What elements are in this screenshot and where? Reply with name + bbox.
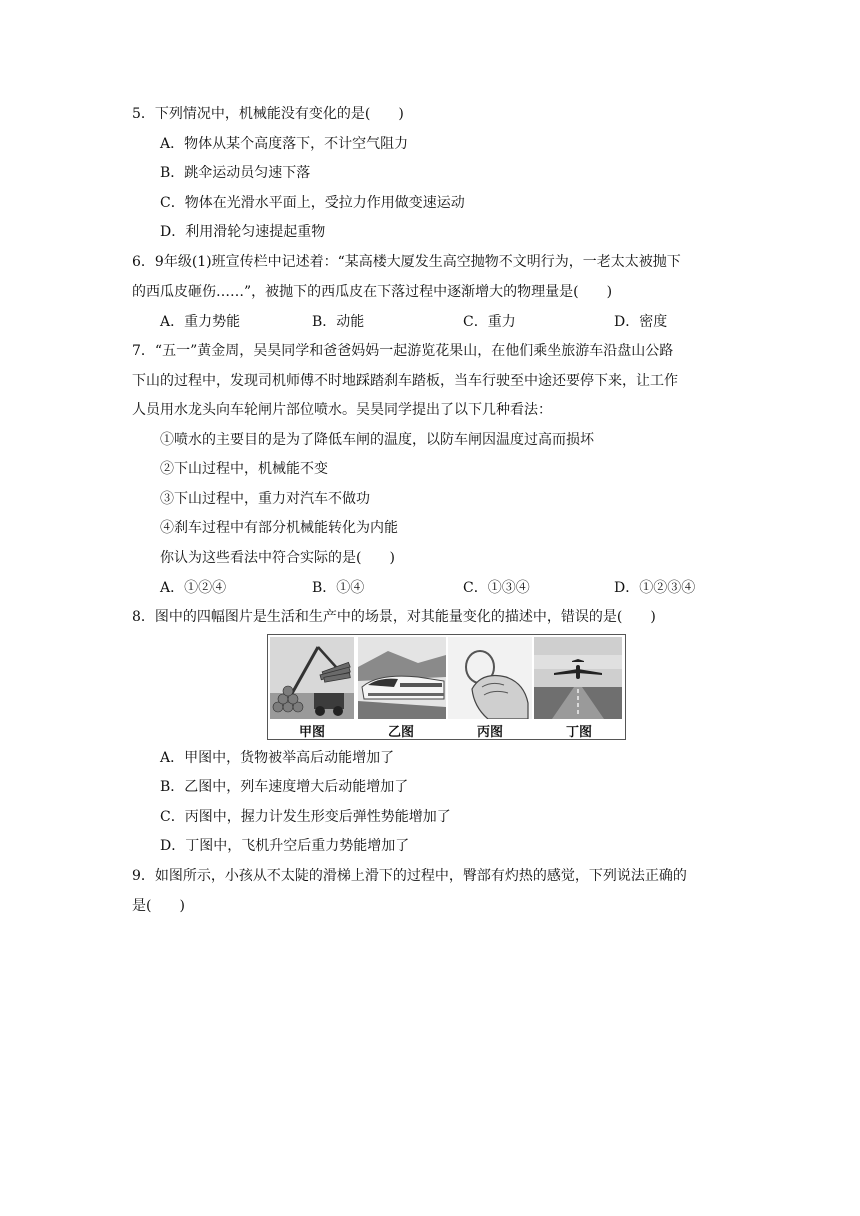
caption-yi: 乙图 xyxy=(387,725,414,740)
q7-prompt: 你认为这些看法中符合实际的是( ) xyxy=(160,550,395,566)
q7-view-2: ②下山过程中，机械能不变 xyxy=(160,461,328,477)
q6-option-a: A．重力势能 xyxy=(160,314,241,330)
q6-options xyxy=(0,312,860,332)
q5-option-d: D．利用滑轮匀速提起重物 xyxy=(160,224,326,240)
q7-option-a: A．①②④ xyxy=(160,580,227,596)
q7-stem-line1: 7．“五一”黄金周，吴昊同学和爸爸妈妈一起游览花果山，在他们乘坐旅游车沿盘山公路 xyxy=(132,343,674,359)
q8-stem: 8．图中的四幅图片是生活和生产中的场景，对其能量变化的描述中，错误的是( ) xyxy=(132,609,656,625)
q8-figure-strip xyxy=(267,634,626,740)
q6-option-b: B．动能 xyxy=(312,314,365,330)
q9-stem-line1: 9．如图所示，小孩从不太陡的滑梯上滑下的过程中，臀部有灼热的感觉，下列说法正确的 xyxy=(132,868,687,884)
q6-stem-line1: 6．9年级(1)班宣传栏中记述着：“某高楼大厦发生高空抛物不文明行为，一老太太被抛下 xyxy=(132,254,681,270)
q5-option-c: C．物体在光滑水平面上，受拉力作用做变速运动 xyxy=(160,195,465,211)
caption-bing: 丙图 xyxy=(476,725,503,740)
caption-ding: 丁图 xyxy=(565,725,592,740)
airplane-image xyxy=(534,637,622,719)
q8-option-a: A．甲图中，货物被举高后动能增加了 xyxy=(160,750,395,766)
train-image xyxy=(358,637,446,719)
caption-jia: 甲图 xyxy=(298,725,325,740)
q7-view-1: ①喷水的主要目的是为了降低车闸的温度，以防车闸因温度过高而损坏 xyxy=(160,432,594,448)
q5-stem: 5．下列情况中，机械能没有变化的是( ) xyxy=(132,106,404,122)
q7-view-3: ③下山过程中，重力对汽车不做功 xyxy=(160,491,370,507)
q5-option-b: B．跳伞运动员匀速下落 xyxy=(160,165,311,181)
q8-option-d: D．丁图中，飞机升空后重力势能增加了 xyxy=(160,838,410,854)
q7-option-c: C．①③④ xyxy=(463,580,530,596)
crane-lifting-image xyxy=(270,637,354,719)
q8-option-c: C．丙图中，握力计发生形变后弹性势能增加了 xyxy=(160,809,451,825)
q7-view-4: ④刹车过程中有部分机械能转化为内能 xyxy=(160,520,398,536)
q7-option-b: B．①④ xyxy=(312,580,365,596)
q7-options xyxy=(0,578,860,598)
q6-stem-line2: 的西瓜皮砸伤……”，被抛下的西瓜皮在下落过程中逐渐增大的物理量是( ) xyxy=(132,284,613,300)
q7-option-d: D．①②③④ xyxy=(614,580,696,596)
q7-stem-line3: 人员用水龙头向车轮闸片部位喷水。吴昊同学提出了以下几种看法： xyxy=(132,402,552,418)
q7-stem-line2: 下山的过程中，发现司机师傅不时地踩踏刹车踏板，当车行驶至中途还要停下来，让工作 xyxy=(132,373,678,389)
q9-stem-line2: 是( ) xyxy=(132,898,185,914)
q6-option-d: D．密度 xyxy=(614,314,668,330)
q8-option-b: B．乙图中，列车速度增大后动能增加了 xyxy=(160,779,409,795)
q6-option-c: C．重力 xyxy=(463,314,516,330)
grip-dynamometer-image xyxy=(448,637,532,719)
q5-option-a: A．物体从某个高度落下，不计空气阻力 xyxy=(160,136,409,152)
